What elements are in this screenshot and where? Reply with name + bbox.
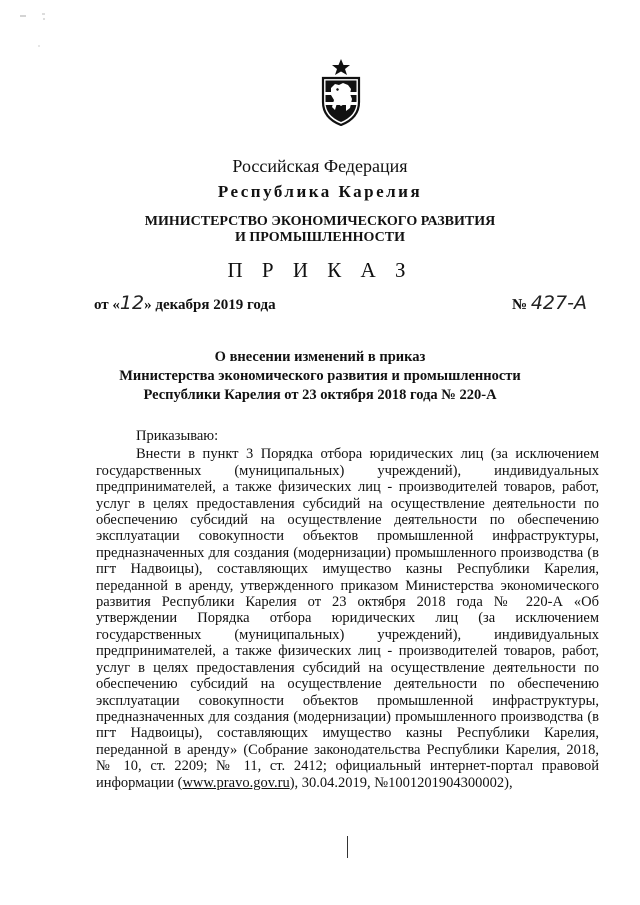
- salutation: Приказываю:: [136, 428, 219, 444]
- subject-line: Республики Карелия от 23 октября 2018 года № 220-А: [143, 387, 497, 403]
- body-paragraph: [96, 446, 599, 791]
- republic-name: Республика Карелия: [217, 182, 423, 201]
- paragraph-text-end: ), 30.04.2019, №1001201904300002),: [289, 774, 513, 791]
- number-label: №: [512, 297, 528, 313]
- date-prefix: от «: [94, 297, 120, 313]
- handwritten-day: 12: [119, 292, 145, 314]
- order-date: [94, 292, 276, 314]
- page-divider-mark: [347, 836, 348, 858]
- pravo-link[interactable]: www.pravo.gov.ru: [182, 774, 290, 791]
- ministry-name: [0, 214, 640, 246]
- document-type-title: П Р И К А З: [227, 258, 413, 282]
- karelia-coat-of-arms-icon: [317, 58, 365, 126]
- ministry-name-line: И ПРОМЫШЛЕННОСТИ: [235, 230, 405, 245]
- ministry-name-line: МИНИСТЕРСТВО ЭКОНОМИЧЕСКОГО РАЗВИТИЯ: [144, 214, 496, 229]
- subject-line: О внесении изменений в приказ: [214, 349, 426, 365]
- date-suffix: » декабря 2019 года: [144, 297, 276, 313]
- subject-line: Министерства экономического развития и промышленности: [119, 368, 521, 384]
- scan-artifact-marks: [18, 10, 58, 60]
- order-body: [96, 428, 599, 791]
- order-subject: [0, 348, 640, 405]
- order-number: [512, 292, 587, 314]
- handwritten-number: 427-А: [530, 292, 587, 314]
- paragraph-text: Внести в пункт 3 Порядка отбора юридических лиц (за исключением государственных (муниципальных) учреждений), индивидуальных предпринимателей, а также физических лиц - производителей товаров, работ, услуг в целях предоставления субсидий на осуществление деятельности по обеспечению субсидий на осуществление деятельности по обеспечению эксплуатации совокупности объектов промышленной инфраструктуры, предназначенных для создания (модернизации) промышленного производства (в пгт Надвоицы), составляющих имущество казны Республики Карелия, переданной в аренду, утвержденного приказом Министерства экономического развития Республики Карелия от 23 октября 2018 года № 220-А «Об утверждении Порядка отбора юридических лиц (за исключением государственных (муниципальных) учреждений), индивидуальных предпринимателей, а также физических лиц - производителей товаров, работ, услуг в целях предоставления субсидий на осуществление деятельности по обеспечению субсидий на осуществление деятельности по обеспечению эксплуатации совокупности объектов промышленной инфраструктуры, предназначенных для создания (модернизации) промышленного производства (в пгт Надвоицы), составляющих имущество казны Республики Карелия, переданной в аренду» (Собрание законодательства Республики Карелия, 2018, № 10, ст. 2209; № 11, ст. 2412; официальный интернет-портал правовой информации (: [96, 446, 599, 791]
- country-name: Российская Федерация: [232, 156, 408, 176]
